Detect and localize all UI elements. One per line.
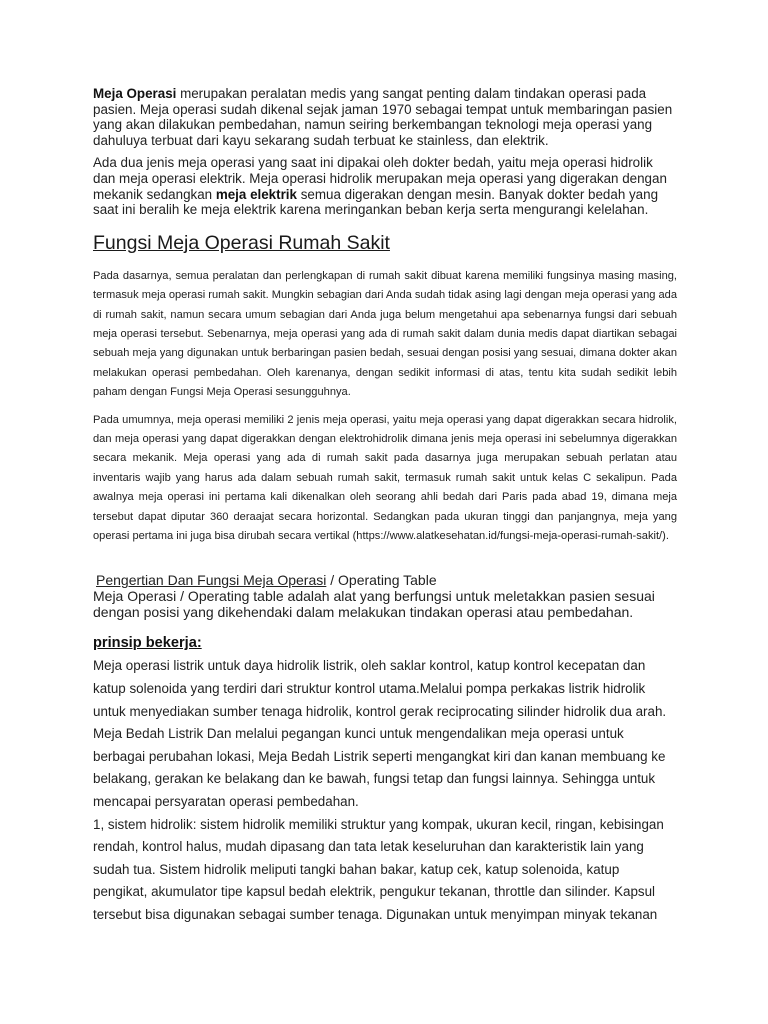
intro-bold-term: Meja Operasi	[93, 86, 177, 101]
intro-text: semua digerakan dengan mesin. Banyak dokter bedah yang saat ini beralih ke meja elektrik karena meringankan beban kerja serta mengurangi kelelahan.	[93, 186, 659, 218]
section3-paragraph-1: Meja operasi listrik untuk daya hidrolik listrik, oleh saklar kontrol, katup kontrol kecepatan dan katup solenoida yang terdiri dari struktur kontrol utama.Melalui pompa perkakas listrik hidrolik untuk menyediakan sumber tenaga hidrolik, kontrol gerak reciprocating silinder hidrolik dua arah. Meja Bedah Listrik Dan melalui pegangan kunci untuk mengendalikan meja operasi untuk berbagai perubahan lokasi, Meja Bedah Listrik seperti mengangkat kiri dan kanan membuang ke belakang, gerakan ke belakang dan ke bawah, fungsi tetap dan fungsi lainnya. Sehingga untuk mencapai persyaratan operasi pembedahan.	[93, 658, 667, 809]
section-heading-pengertian	[96, 572, 677, 588]
intro-paragraph-2	[93, 155, 677, 217]
section2-paragraph: Meja Operasi / Operating table adalah alat yang berfungsi untuk meletakkan pasien sesuai dengan posisi yang dikehendaki dalam melakukan tindakan operasi atau pembedahan.	[93, 588, 655, 621]
section-heading-underlined: Pengertian Dan Fungsi Meja Operasi	[96, 572, 327, 589]
intro-bold-term: meja elektrik	[215, 186, 297, 202]
section-heading-suffix: / Operating Table	[326, 572, 437, 589]
section1-paragraph-1: Pada dasarnya, semua peralatan dan perlengkapan di rumah sakit dibuat karena memiliki fungsinya masing masing, termasuk meja operasi rumah sakit. Mungkin sebagian dari Anda sudah tidak asing lagi dengan meja operasi yang ada di rumah sakit, namun secara umum sebagian dari Anda juga belum mengetahui apa sebenarnya fungsi dari sebuah meja operasi tersebut. Sebenarnya, meja operasi yang ada di rumah sakit dalam dunia medis dapat diartikan sebagai sebuah meja yang digunakan untuk berbaringan pasien bedah, sesuai dengan posisi yang sesuai, dimana dokter akan melakukan operasi pembedahan. Oleh karenanya, dengan sedikit informasi di atas, tentu kita sudah sedikit lebih paham dengan Fungsi Meja Operasi sesungguhnya.	[93, 269, 678, 399]
section-heading-prinsip: prinsip bekerja:	[93, 635, 202, 652]
intro-paragraph-1	[93, 86, 677, 148]
section-heading-fungsi: Fungsi Meja Operasi Rumah Sakit	[93, 231, 390, 254]
document-page	[93, 86, 677, 927]
intro-text: Ada dua jenis meja operasi yang saat ini dipakai oleh dokter bedah, yaitu meja operasi hidrolik dan meja operasi elektrik. Meja operasi hidrolik merupakan meja operasi yang digerakan dengan mekanik sedangkan	[93, 155, 667, 202]
section3-paragraph-2: 1, sistem hidrolik: sistem hidrolik memiliki struktur yang kompak, ukuran kecil, ringan, kebisingan rendah, kontrol halus, mudah dipasang dan tata letak keseluruhan dan karakteristik lain yang sudah tua. Sistem hidrolik meliputi tangki bahan bakar, katup cek, katup solenoida, katup pengikat, akumulator tipe kapsul bedah elektrik, pengukur tekanan, throttle dan silinder. Kapsul tersebut bisa digunakan sebagai sumber tenaga. Digunakan untuk menyimpan minyak tekanan	[93, 816, 664, 922]
intro-text: merupakan peralatan medis yang sangat penting dalam tindakan operasi pada pasien. Meja operasi sudah dikenal sejak jaman 1970 sebagai tempat untuk membaringan pasien yang akan dilakukan pembedahan, namun seiring berkembangan teknologi meja operasi yang dahuluya terbuat dari kayu sekarang sudah terbuat ke stainless, dan elektrik.	[93, 86, 673, 148]
section1-paragraph-2: Pada umumnya, meja operasi memiliki 2 jenis meja operasi, yaitu meja operasi yang dapat digerakkan secara hidrolik, dan meja operasi yang dapat digerakkan dengan elektrohidrolik dimana jenis meja operasi ini sebelumnya digerakkan secara mekanik. Meja operasi yang ada di rumah sakit pada dasarnya juga merupakan sebuah perlatan atau inventaris wajib yang harus ada dalam sebuah rumah sakit, termasuk rumah sakit untuk kelas C sekalipun. Pada awalnya meja operasi ini pertama kali dikenalkan oleh seorang ahli bedah dari Paris pada abad 19, dimana meja tersebut dapat diputar 360 deraajat secara horizontal. Sedangkan pada ukuran tinggi dan panjangnya, meja yang operasi pertama ini juga bisa dirubah secara vertikal (https://www.alatkesehatan.id/fungsi-meja-operasi-rumah-sakit/).	[93, 413, 677, 543]
